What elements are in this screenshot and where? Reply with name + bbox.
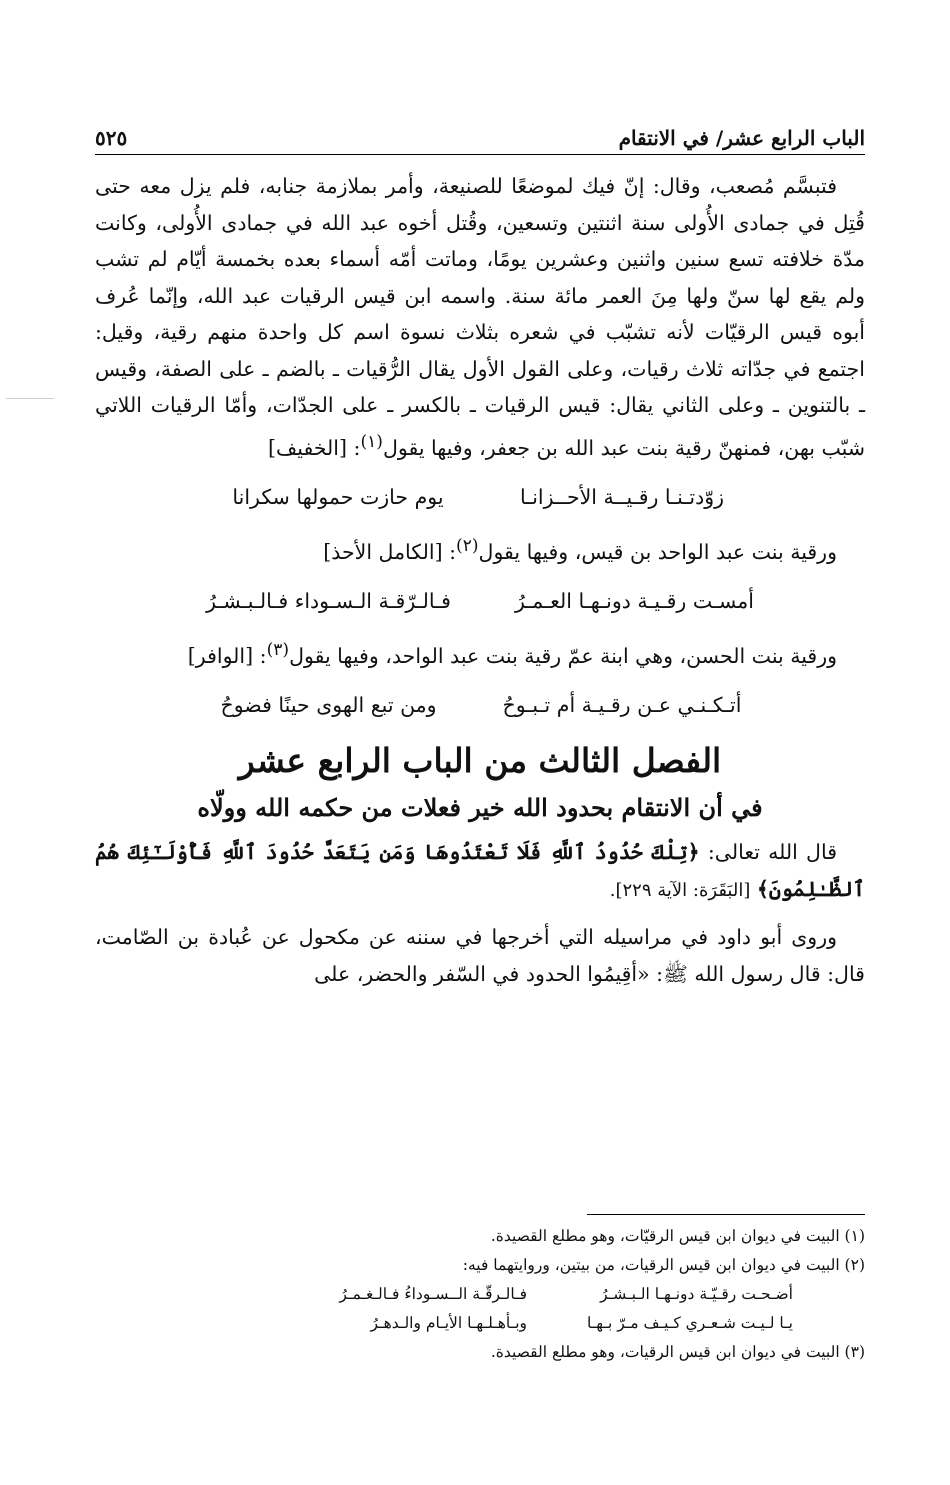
paragraph-2-tail: : — [442, 539, 457, 564]
quran-reference: [البَقَرَة: الآية ٢٢٩]. — [609, 879, 751, 901]
paragraph-3 — [95, 632, 865, 674]
footnote-2-verse-2-second: وبـأهـلـهـا الأيـام والـدهـرُ — [370, 1314, 527, 1332]
footnote-ref-1: (١) — [360, 431, 383, 452]
verse-2-second-hemistich: فـالـرّقـة الـسـوداء فـالـبـشـرُ — [206, 589, 451, 614]
main-text — [95, 168, 865, 992]
paragraph-1 — [95, 168, 865, 466]
footnote-2-verse-2 — [95, 1309, 865, 1338]
quran-verse: ﴿تِلْكَ حُدُودُ ٱللَّهِ فَلَا تَعْتَدُوهَا وَمَن يَتَعَدَّ حُدُودَ ٱللَّهِ فَأُوْلَـٰٓئِكَ هُمُ ٱلظَّـٰلِمُونَ﴾ — [95, 840, 865, 901]
paragraph-3-text: ورقية بنت الحسن، وهي ابنة عمّ رقية بنت عبد الواحد، وفيها يقول — [289, 643, 837, 668]
footnote-3: (٣) البيت في ديوان ابن قيس الرقيات، وهو مطلع القصيدة. — [490, 1343, 865, 1361]
footnote-2-verse-1 — [95, 1280, 865, 1309]
verse-1-second-hemistich: يوم حازت حمولها سكرانا — [232, 484, 444, 509]
footnote-2-verse-1-second: فـالـرقّـة الــسـوداءُ فـالـغـمـرُ — [339, 1285, 527, 1303]
meter-label-3: [الوافر] — [187, 643, 254, 668]
paragraph-4 — [95, 834, 865, 909]
verse-1 — [95, 479, 865, 515]
meter-label-2: [الكامل الأحذ] — [323, 539, 443, 564]
footnote-ref-2: (٢) — [456, 535, 479, 556]
paragraph-2 — [95, 528, 865, 570]
paragraph-4-lead: قال الله تعالى: — [699, 840, 837, 865]
paragraph-5: وروى أبو داود في مراسيله التي أخرجها في سننه عن مكحول عن عُبادة بن الصّامت، قال: قال رسول الله ﷺ: «أقِيمُوا الحدود في السّفر والحضر، على — [95, 925, 865, 986]
footnote-2-verse-2-first: يـا لـيـت شـعـري كـيـف مـرّ بـهـا — [587, 1314, 793, 1332]
meter-label-1: [الخفيف] — [268, 435, 347, 460]
verse-3-first-hemistich: أتـكـنـي عـن رقـيـة أم تـبـوحُ — [502, 693, 742, 718]
verse-3 — [95, 687, 865, 723]
paragraph-2-text: ورقية بنت عبد الواحد بن قيس، وفيها يقول — [478, 539, 837, 564]
paragraph-1-tail: : — [347, 435, 361, 460]
footnote-2: (٢) البيت في ديوان ابن قيس الرقيات، من بيتين، وروايتهما فيه: — [462, 1256, 865, 1274]
chapter-subtitle: في أن الانتقام بحدود الله خير فعلات من حكمه الله وولّاه — [197, 793, 763, 823]
running-header — [95, 118, 865, 150]
paragraph-3-tail: : — [253, 643, 267, 668]
footnote-ref-3: (٣) — [266, 640, 290, 661]
footnote-rule — [587, 1214, 865, 1215]
footnotes — [95, 1222, 865, 1367]
header-rule — [95, 154, 865, 155]
paragraph-1-text: فتبسَّم مُصعب، وقال: إنّ فيك لموضعًا للصنيعة، وأمر بملازمة جنابه، فلم يزل معه حتى قُتِل في جمادى الأُولى سنة اثنتين وتسعين، وقُتل أخوه عبد الله في جمادى الأُولى، وكانت مدّة خلافته تسع سنين واثنين وعشرين يومًا، وماتت أمّه أسماء بعده بخمسة أيّام لم تشب ولم يقع لها سنّ ولها مِنَ العمر مائة سنة. واسمه ابن قيس الرقيات عبد الله، وإنّما عُرف أبوه قيس الرقيّات لأنه تشبّب في شعره بثلاث نسوة اسم كل واحدة منهم رقية، وقيل: اجتمع في جدّاته ثلاث رقيات، وعلى القول الأول يقال الرُّقيات ـ بالضم ـ على الصفة، وقيس ـ بالتنوين ـ وعلى الثاني يقال: قيس الرقيات ـ بالكسر ـ على الجدّات، وأمّا الرقيات اللاتي شبّب بهن، فمنهنّ رقية بنت عبد الله بن جعفر، وفيها يقول — [95, 174, 865, 460]
scan-edge-mark — [6, 398, 54, 399]
verse-3-second-hemistich: ومن تبع الهوى حينًا فضوحُ — [220, 693, 437, 718]
verse-2-first-hemistich: أمسـت رقـيـة دونـهـا العـمـرُ — [514, 589, 754, 614]
footnote-2-verse-1-first: أضـحـت رقـيّـة دونـهـا الـبـشـرُ — [600, 1285, 793, 1303]
verse-2 — [95, 583, 865, 619]
chapter-title: الفصل الثالث من الباب الرابع عشر — [238, 741, 722, 781]
page-number: ٥٢٥ — [95, 126, 128, 150]
footnote-1: (١) البيت في ديوان ابن قيس الرقيّات، وهو مطلع القصيدة. — [490, 1227, 865, 1245]
book-page — [95, 0, 865, 1485]
running-header-title: الباب الرابع عشر/ في الانتقام — [618, 126, 865, 150]
verse-1-first-hemistich: زوّدتـنـا رقـيــة الأحــزانـا — [519, 484, 725, 509]
